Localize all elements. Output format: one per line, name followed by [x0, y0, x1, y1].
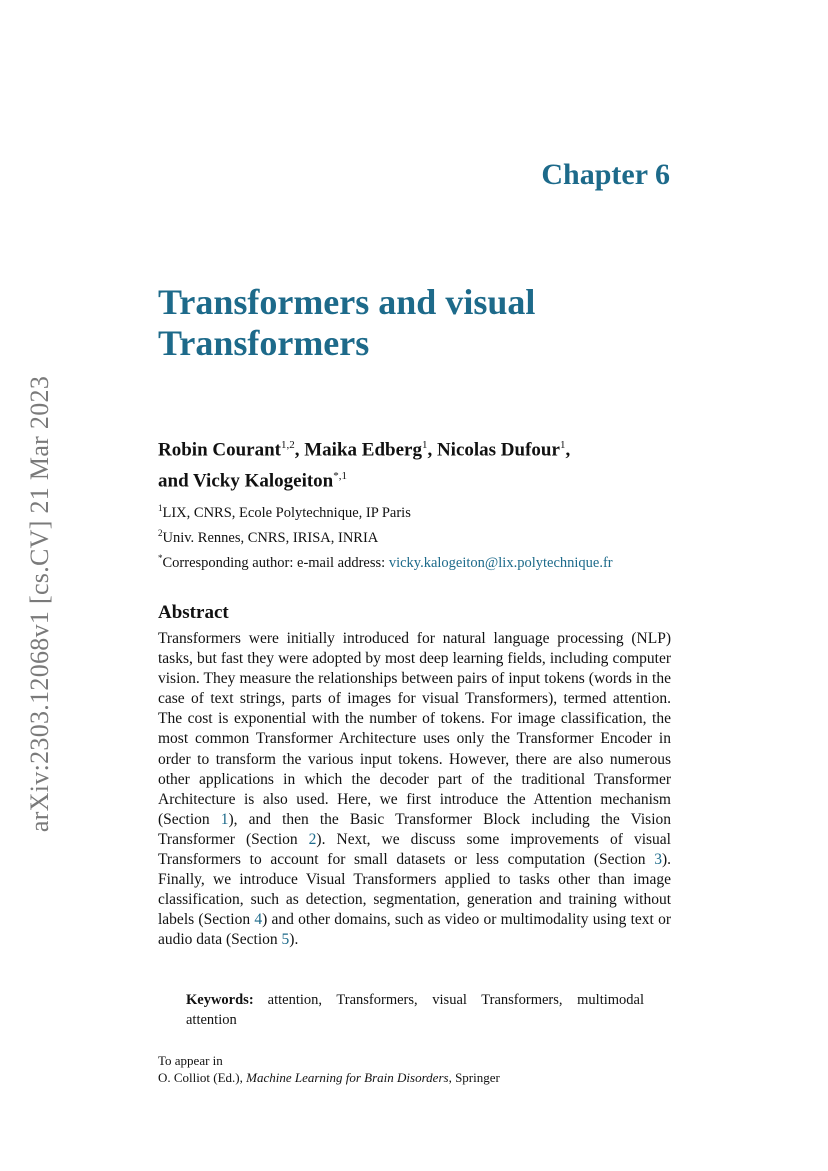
author-affiliation-mark: 1,2 — [281, 439, 295, 451]
publication-note: To appear in O. Colliot (Ed.), Machine Learning for Brain Disorders, Springer — [158, 1053, 500, 1085]
paper-title: Transformers and visual Transformers — [158, 282, 536, 363]
section-ref-link[interactable]: 2 — [308, 830, 317, 848]
arxiv-identifier: arXiv:2303.12068v1 [cs.CV] 21 Mar 2023 — [25, 375, 54, 833]
section-ref-link[interactable]: 3 — [654, 851, 662, 869]
keywords-text: attention, Transformers, visual Transformers, multimodal attention — [186, 992, 644, 1028]
book-title: Machine Learning for Brain Disorders — [246, 1070, 449, 1085]
keywords — [186, 990, 644, 1030]
email-link[interactable]: vicky.kalogeiton@lix.polytechnique.fr — [388, 554, 613, 571]
author-affiliation-mark: 1 — [559, 439, 566, 451]
corresponding-author: *Corresponding author: e-mail address: vicky.kalogeiton@lix.polytechnique.fr — [158, 552, 613, 571]
author-name: Maika Edberg — [304, 439, 422, 461]
section-ref-link[interactable]: 1 — [220, 810, 229, 828]
affiliations — [158, 498, 678, 572]
affiliation-line: $^2$Univ. Rennes, CNRS, IRISA, INRIA — [158, 527, 379, 546]
author-list: Robin Courant$^{1,2}$, Maika Edberg$^1$, Nicolas Dufour$^1$, and Vicky Kalogeiton$^{*,1}$ — [158, 439, 571, 492]
abstract-body: Transformers were initially introduced for natural language processing (NLP) tasks, but fast they were adopted by most deep learning fields, including computer vision. They measure the relationships between pairs of input tokens (words in the case of text strings, parts of images for visual Transformers), termed attention. The cost is exponential with the number of tokens. For image classification, the most common Transformer Architecture uses only the Transformer Encoder in order to transform the various input tokens. However, there are also numerous other applications in which the decoder part of the traditional Transformer Architecture is also used. Here, we first introduce the Attention mechanism (Section 1), and then the Basic Transformer Block including the Vision Transformer (Section 2). Next, we discuss some improvements of visual Transformers to account for small datasets or less computation (Section 3). Finally, we introduce Visual Transformers applied to tasks other than image classification, such as detection, segmentation, generation and training without labels (Section 4) and other domains, such as video or multimodality using text or audio data (Section 5). — [158, 630, 672, 949]
author-name: and Vicky Kalogeiton — [158, 470, 334, 492]
section-ref-link[interactable]: 4 — [254, 911, 263, 929]
keywords-label: Keywords: — [186, 992, 254, 1008]
section-ref-link[interactable]: 5 — [281, 931, 290, 949]
abstract-heading: Abstract — [158, 602, 229, 623]
author-name: Nicolas Dufour — [436, 439, 560, 461]
author-affiliation-mark: *,1 — [333, 470, 347, 483]
chapter-label: Chapter 6 — [541, 158, 670, 191]
affiliation-line: $^1$LIX, CNRS, Ecole Polytechnique, IP Paris — [158, 503, 411, 521]
author-affiliation-mark: 1 — [421, 439, 428, 451]
author-name: Robin Courant — [158, 439, 281, 461]
